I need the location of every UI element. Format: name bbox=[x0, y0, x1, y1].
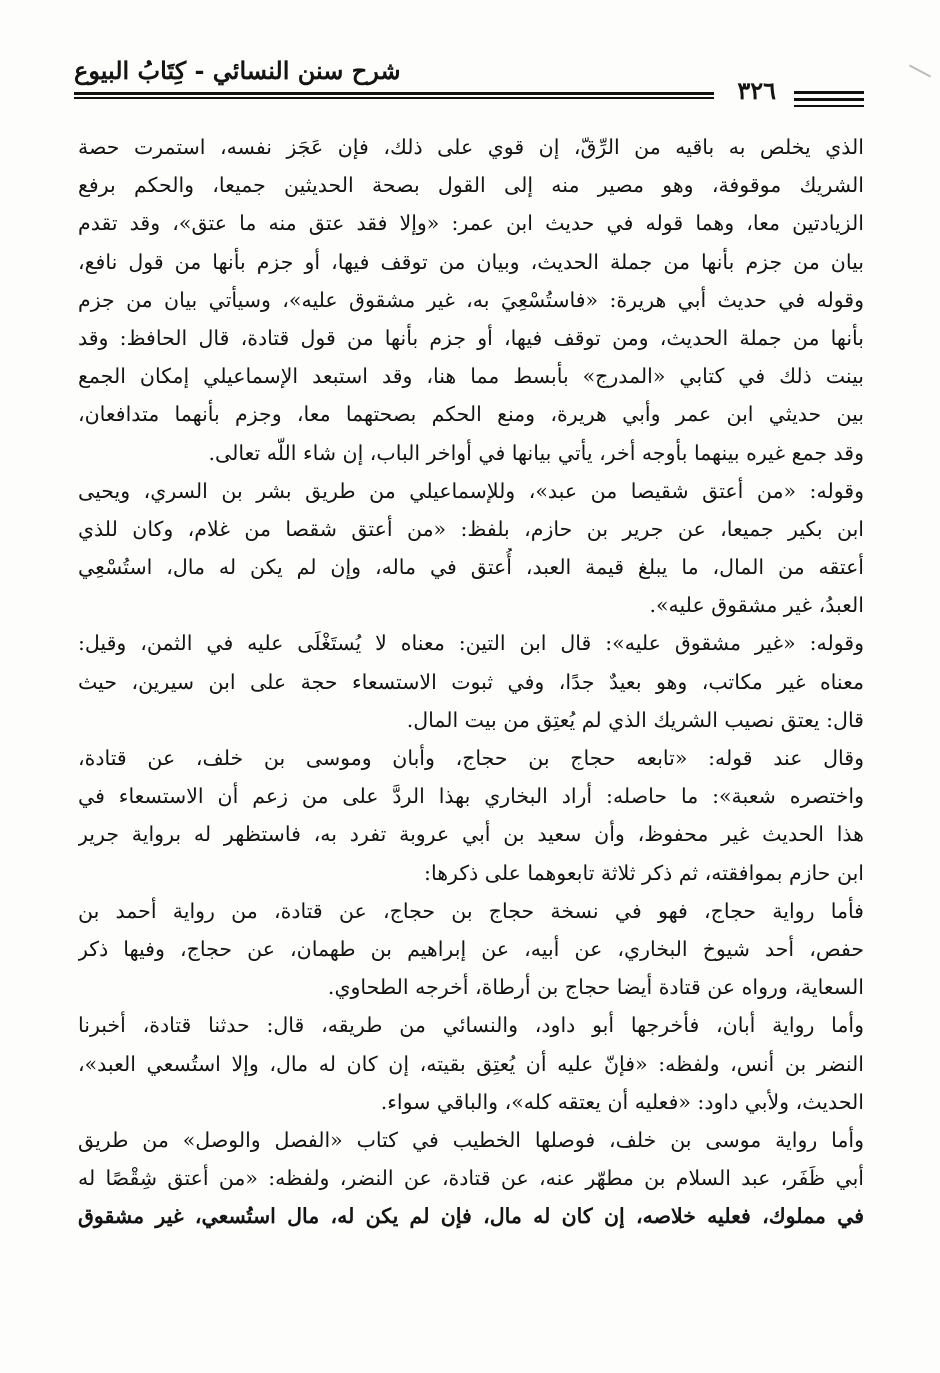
text-line: في مملوك، فعليه خلاصه، إن كان له مال، فإن لم يكن له، مال استُسعي، غير مشقوق bbox=[78, 1204, 864, 1229]
text-line: بين حديثي ابن عمر وأبي هريرة، ومنع الحكم بصحتهما معا، وجزم بأنهما متدافعان، bbox=[78, 402, 864, 427]
header-ornament-rule bbox=[794, 91, 864, 94]
text-line: ابن حازم بموافقته، ثم ذكر ثلاثة تابعوهما على ذكرها: bbox=[424, 860, 864, 885]
text-line: وقد جمع غيره بينهما بأوجه أخر، يأتي بيانها في أواخر الباب، إن شاء اللّه تعالى. bbox=[208, 440, 864, 465]
text-line: السعاية، ورواه عن قتادة أيضا حجاج بن أرطاة، أخرجه الطحاوي. bbox=[327, 975, 864, 1000]
text-line: الزيادتين معا، وهما قوله في حديث ابن عمر: «وإلا فقد عتق منه ما عتق»، وقد تقدم bbox=[78, 211, 864, 236]
header-rule bbox=[74, 92, 714, 95]
text-line: وأما رواية أبان، فأخرجها أبو داود، والنسائي من طريقه، قال: حدثنا قتادة، أخبرنا bbox=[78, 1013, 864, 1038]
text-line: أبي ظَفَر، عبد السلام بن مطهّر عنه، عن قتادة، عن النضر، ولفظه: «من أعتق شِقْصًا له bbox=[78, 1166, 864, 1191]
text-line: وقال عند قوله: «تابعه حجاج بن حجاج، وأبان وموسى بن خلف، عن قتادة، bbox=[78, 746, 864, 770]
text-line: بيان من جزم بأنها من جملة الحديث، وبيان من توقف فيها، أو جزم بأنها من قول نافع، bbox=[78, 249, 864, 274]
header-rule bbox=[74, 97, 714, 99]
text-line: العبدُ، غير مشقوق عليه». bbox=[649, 593, 864, 618]
text-line: الشريك موقوفة، وهو مصير منه إلى القول بصحة الحديثين جميعا، والحكم برفع bbox=[78, 173, 864, 198]
scan-mark bbox=[909, 64, 931, 77]
page-header bbox=[74, 56, 864, 106]
running-title: شرح سنن النسائي - كِتَابُ البيوع bbox=[74, 56, 401, 85]
text-line: الحديث، ولأبي داود: «فعليه أن يعتقه كله»، والباقي سواء. bbox=[380, 1089, 864, 1114]
page-number: ٣٢٦ bbox=[737, 76, 776, 105]
text-line: بينت ذلك في كتابي «المدرج» بأبسط مما هنا، وقد استبعد الإسماعيلي إمكان الجمع bbox=[78, 364, 864, 389]
text-line: واختصره شعبة»: ما حاصله: أراد البخاري بهذا الردَّ على من زعم أن الاستسعاء في bbox=[78, 784, 864, 809]
text-line: النضر بن أنس، ولفظه: «فإنّ عليه أن يُعتِق بقيته، إن كان له مال، وإلا استُسعي العبد»، bbox=[78, 1051, 864, 1076]
text-line: قال: يعتق نصيب الشريك الذي لم يُعتِق من بيت المال. bbox=[406, 707, 864, 732]
text-line: وأما رواية موسى بن خلف، فوصلها الخطيب في كتاب «الفصل والوصل» من طريق bbox=[78, 1127, 864, 1152]
text-line: أعتقه من المال، ما يبلغ قيمة العبد، أُعتق في ماله، وإن لم يكن له مال، استُسْعِي bbox=[78, 555, 864, 580]
text-line: فأما رواية حجاج، فهو في نسخة حجاج بن حجاج، عن قتادة، من رواية أحمد بن bbox=[78, 898, 864, 923]
text-line: معناه غير مكاتب، وهو بعيدٌ جدًا، وفي ثبوت الاستسعاء حجة على ابن سيرين، حيث bbox=[78, 669, 864, 694]
header-ornament-rule bbox=[794, 105, 864, 107]
text-line: وقوله في حديث أبي هريرة: «فاستُسْعِيَ به، غير مشقوق عليه»، وسيأتي بيان من جزم bbox=[78, 287, 864, 312]
text-line: ابن بكير جميعا، عن جرير بن حازم، بلفظ: «من أعتق شقصا من غلام، وكان للذي bbox=[78, 516, 864, 541]
text-line: وقوله: «غير مشقوق عليه»: قال ابن التين: معناه لا يُستَغْلَى عليه في الثمن، وقيل: bbox=[78, 631, 864, 656]
text-line: وقوله: «من أعتق شقيصا من عبد»، وللإسماعيلي من طريق بشر بن السري، ويحيى bbox=[78, 478, 864, 503]
text-line: بأنها من جملة الحديث، ومن توقف فيها، أو جزم بأنها من قول قتادة، قال الحافظ: وقد bbox=[78, 325, 864, 350]
body-text bbox=[78, 128, 864, 1235]
text-line: هذا الحديث غير محفوظ، وأن سعيد بن أبي عروبة تفرد به، فاستظهر له برواية جرير bbox=[78, 822, 864, 847]
header-ornament-rule bbox=[794, 98, 864, 101]
text-line: الذي يخلص به باقيه من الرِّقّ، إن قوي على ذلك، فإن عَجَز نفسه، استمرت حصة bbox=[78, 135, 864, 159]
text-line: حفص، أحد شيوخ البخاري، عن أبيه، عن إبراهيم بن طهمان، عن حجاج، وفيها ذكر bbox=[78, 936, 864, 961]
